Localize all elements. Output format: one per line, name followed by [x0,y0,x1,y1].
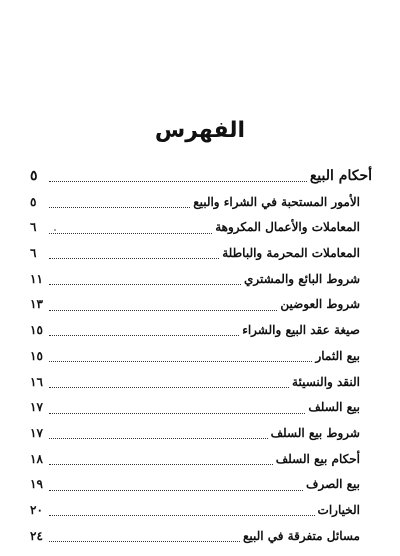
dot-leader [49,207,190,208]
toc-entry-label: صيغة عقد البيع والشراء [242,323,360,338]
page-title: الفهرس [154,118,246,143]
toc-entry-label: المعاملات المحرمة والباطلة [222,246,360,261]
toc-entry-label: الخيارات [317,502,360,517]
toc-entry [30,164,372,190]
dot-leader [49,490,303,491]
toc-entry [30,215,372,241]
toc-entry [30,421,372,447]
toc-entry [30,292,372,318]
toc-entry [30,472,372,498]
toc-entry-page-number: ١٨ [30,451,43,466]
toc-entry-page-number: ٦ [30,220,37,235]
toc-entry-label: مسائل متفرقة في البيع [242,528,360,543]
toc-entry-page-number: ١١ [30,271,43,286]
toc-entry-page-number: ١٥ [30,323,43,338]
toc-entry-page-number: ١٧ [30,400,43,415]
toc-entry [30,524,372,550]
toc-entry-page-number: ٦ [30,246,37,261]
toc-entry-page-number: ١٥ [30,348,43,363]
toc-entry-page-number: ١٩ [30,477,43,492]
toc-entry-page-number: ١٦ [30,374,43,389]
toc-entry-page-number: ٢٤ [30,528,43,543]
toc-entry [30,267,372,293]
dot-leader [49,413,305,414]
toc-entry [30,370,372,396]
toc-entry [30,498,372,524]
toc-entry [30,447,372,473]
dot-leader [49,464,273,465]
dot-leader [49,310,277,311]
toc-entry [30,190,372,216]
toc-entry-label: شروط بيع السلف [270,425,360,440]
toc-entry-label: أحكام بيع السلف [275,451,360,466]
toc-entry-label: شروط العوضين [280,297,360,312]
dot-leader [49,387,289,388]
toc-entry-label: بيع السلف [308,400,360,415]
dot-leader [49,335,239,336]
toc-entry-label: بيع الصرف [306,477,360,492]
toc-entry-page-number: ٥ [30,194,37,209]
table-of-contents [30,164,372,549]
toc-entry-label: بيع الثمار [315,348,360,363]
toc-entry-label: أحكام البيع [309,168,372,184]
toc-entry-label: المعاملات والأعمال المكروهة [215,220,360,235]
toc-entry-label: شروط البائع والمشتري [244,271,360,286]
toc-entry-label: الأمور المستحبة في الشراء والبيع [193,194,360,209]
toc-entry-label: النقد والنسيئة [292,374,360,389]
dot-leader [49,515,315,516]
toc-entry-page-number: ٥ [30,168,38,184]
dot-leader [49,361,312,362]
dot-leader [49,233,212,234]
toc-entry-page-number: ٢٠ [30,502,43,517]
toc-entry [30,241,372,267]
print-speck [54,229,56,231]
dot-leader [49,258,219,259]
toc-entry-page-number: ١٧ [30,425,43,440]
dot-leader [49,541,240,542]
dot-leader [49,438,268,439]
toc-entry-page-number: ١٣ [30,297,43,312]
toc-entry [30,395,372,421]
toc-entry [30,318,372,344]
dot-leader [49,181,307,182]
toc-entry [30,344,372,370]
dot-leader [49,284,241,285]
